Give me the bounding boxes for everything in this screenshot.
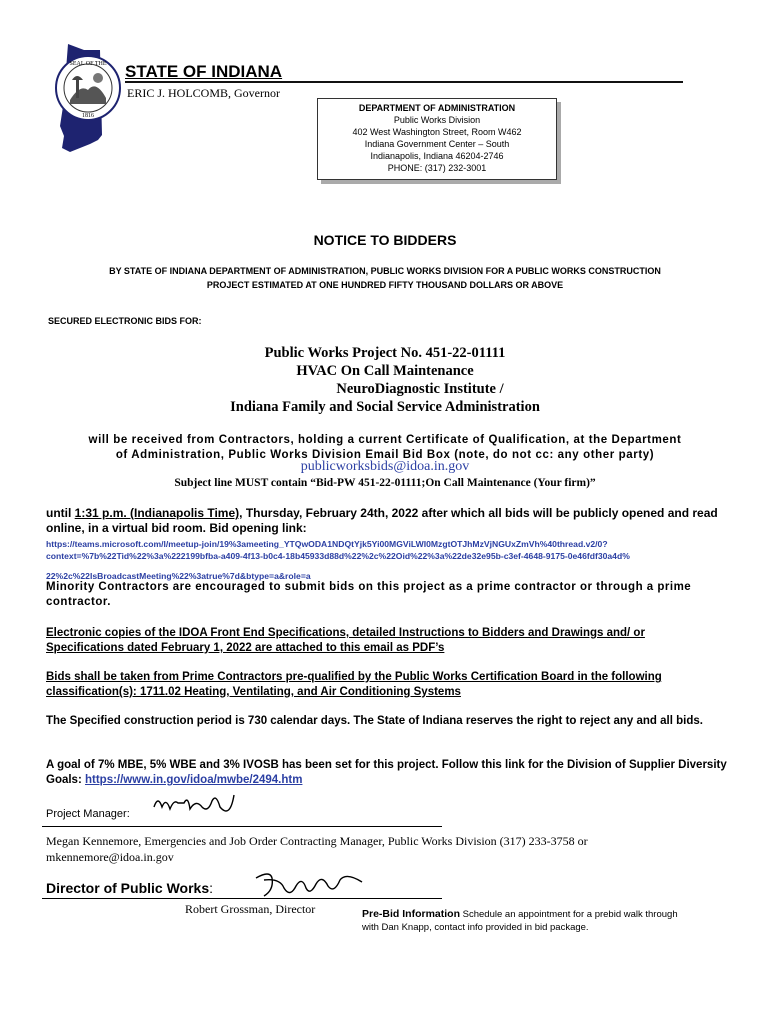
pm-contact-email: mkennemore@idoa.in.gov bbox=[46, 850, 174, 864]
construction-period-text: The Specified construction period is 730 calendar days. The State of Indiana reserves the right to reject any and all bids. bbox=[46, 715, 703, 727]
bid-deadline-text bbox=[46, 506, 726, 536]
project-details bbox=[0, 344, 770, 416]
address-line-2: Indiana Government Center – South bbox=[364, 139, 510, 149]
director-label bbox=[46, 880, 213, 896]
svg-text:SEAL OF THE: SEAL OF THE bbox=[69, 61, 107, 67]
director-signature-icon bbox=[250, 868, 370, 902]
indiana-state-seal-icon bbox=[40, 40, 140, 155]
division-name: Public Works Division bbox=[393, 115, 481, 125]
teams-link-part-1[interactable]: https://teams.microsoft.com/l/meetup-join/19%3ameeting_YTQwODA1NDQtYjk5Yi00MGViLWI0MzgtOTJhMzVjNGUxZmVh%40thread.v2/0? bbox=[46, 539, 608, 549]
project-manager-label: Project Manager: bbox=[46, 808, 130, 820]
supplier-diversity-link[interactable]: https://www.in.gov/idoa/mwbe/2494.htm bbox=[84, 774, 303, 786]
teams-link-part-2[interactable]: context=%7b%22Tid%22%3a%222199bfba-a409-4f13-b0c4-18b45933d88d%22%2c%22Oid%22%3a%22de32e95b-c3ef-4648-9175-0e46fdf30a4d% bbox=[46, 551, 630, 561]
address-line-1: 402 West Washington Street, Room W462 bbox=[352, 127, 522, 137]
project-manager-signature-line bbox=[42, 826, 442, 827]
subject-line-instruction: Subject line MUST contain “Bid-PW 451-22-01111;On Call Maintenance (Your firm)” bbox=[174, 477, 596, 489]
received-line-2: of Administration, Public Works Division Email Bid Box (note, do not cc: any other party) bbox=[115, 449, 655, 461]
governor-name: ERIC J. HOLCOMB, Governor bbox=[127, 86, 280, 100]
department-name: DEPARTMENT OF ADMINISTRATION bbox=[358, 103, 516, 113]
project-name: HVAC On Call Maintenance bbox=[296, 363, 474, 379]
bid-box-email-link[interactable]: publicworksbids@idoa.in.gov bbox=[300, 459, 470, 474]
notice-intro: BY STATE OF INDIANA DEPARTMENT OF ADMINISTRATION, PUBLIC WORKS DIVISION FOR A PUBLIC WORKS CONSTRUCTION PROJECT ESTIMATED AT ONE HUNDRED FIFTY THOUSAND DOLLARS OR ABOVE bbox=[109, 266, 661, 290]
prequalification-text: Bids shall be taken from Prime Contractors pre-qualified by the Public Works Certification Board in the following classification(s): 1711.02 Heating, Ventilating, and Air Conditioning Systems bbox=[46, 671, 662, 698]
project-agency: Indiana Family and Social Service Administration bbox=[230, 399, 540, 415]
director-name: Robert Grossman, Director bbox=[185, 902, 316, 916]
diversity-goal-text bbox=[46, 758, 736, 788]
project-institute: NeuroDiagnostic Institute / bbox=[336, 381, 504, 397]
electronic-copies-text: Electronic copies of the IDOA Front End Specifications, detailed Instructions to Bidders and Drawings and/ or Specifications dated February 1, 2022 are attached to this email as PDF’s bbox=[46, 627, 645, 654]
minority-contractors-text: Minority Contractors are encouraged to submit bids on this project as a prime contractor or through a prime contractor. bbox=[46, 581, 692, 608]
goal-description: A goal of 7% MBE, 5% WBE and 3% IVOSB has been set for this project. Follow this link for the Division of Supplier Diversity Goals: bbox=[46, 759, 727, 786]
department-address-box bbox=[317, 98, 557, 180]
director-label-colon: : bbox=[209, 880, 213, 896]
secured-bids-label: SECURED ELECTRONIC BIDS FOR: bbox=[48, 316, 202, 326]
prebid-title: Pre-Bid Information bbox=[362, 908, 461, 920]
address-city: Indianapolis, Indiana 46204-2746 bbox=[370, 151, 504, 161]
deadline-details: Thursday, February 24th, 2022 after which all bids will be publicly opened and read online, in a virtual bid room. Bid opening link: bbox=[46, 506, 718, 535]
received-line-1: will be received from Contractors, holding a current Certificate of Qualification, at the Department bbox=[88, 434, 682, 446]
notice-title: NOTICE TO BIDDERS bbox=[313, 232, 457, 248]
svg-text:1816: 1816 bbox=[82, 113, 94, 119]
project-manager-contact bbox=[46, 833, 686, 865]
project-number: Public Works Project No. 451-22-01111 bbox=[264, 345, 506, 361]
state-title: STATE OF INDIANA bbox=[125, 62, 283, 81]
bid-opening-link[interactable] bbox=[46, 538, 736, 582]
teams-link-part-3[interactable]: 22%2c%22IsBroadcastMeeting%22%3atrue%7d&btype=a&role=a bbox=[46, 571, 311, 581]
department-phone: PHONE: (317) 232-3001 bbox=[387, 163, 487, 173]
deadline-time: 1:31 p.m. (Indianapolis Time), bbox=[74, 506, 243, 520]
prebid-information bbox=[362, 908, 692, 934]
until-prefix: until bbox=[46, 506, 75, 520]
project-manager-signature-icon bbox=[150, 789, 240, 821]
director-label-text: Director of Public Works bbox=[46, 880, 210, 896]
header-divider bbox=[125, 81, 683, 83]
prebid-text: Schedule an appointment for a prebid walk through with Dan Knapp, contact info provided in bid package. bbox=[362, 909, 678, 933]
pm-contact-line-1: Megan Kennemore, Emergencies and Job Order Contracting Manager, Public Works Division (317) 233-3758 or bbox=[46, 834, 588, 848]
director-signature-line bbox=[42, 898, 442, 899]
